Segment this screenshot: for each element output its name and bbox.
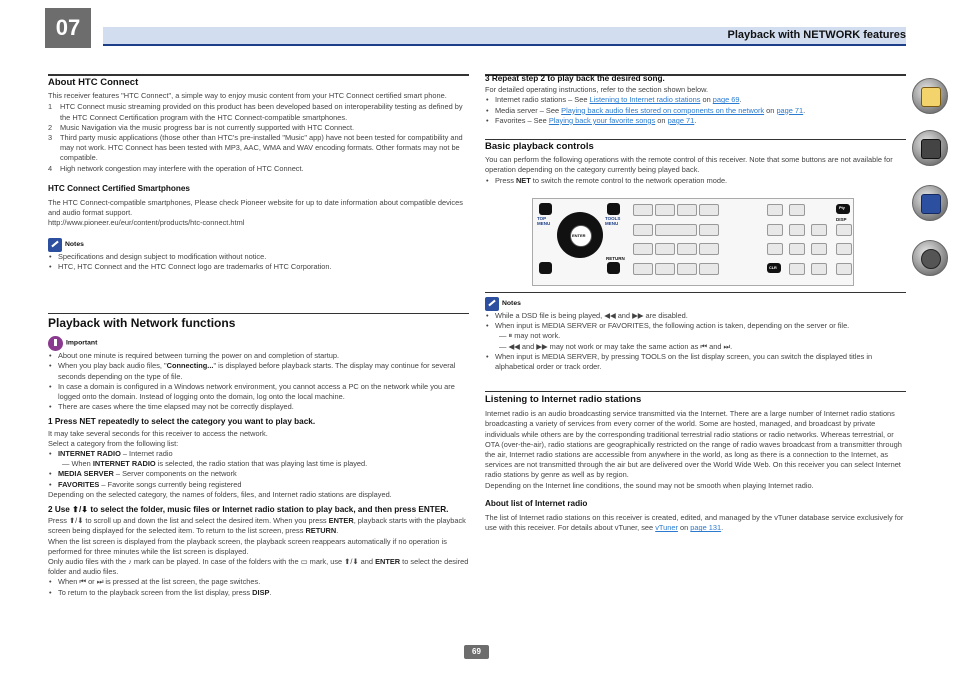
basic-text: You can perform the following operations with the remote control of this receiver. Note that some buttons are not available for operation depending on the category currently being played back. <box>485 155 893 175</box>
help-icon[interactable] <box>912 185 948 221</box>
list-item: • When ⏮ or ⏭ is pressed at the list screen, the page switches. <box>48 577 469 587</box>
remote-key <box>655 204 675 216</box>
htc-heading: About HTC Connect <box>48 77 139 88</box>
link[interactable]: Playing back audio files stored on components on the network <box>561 105 765 115</box>
step1-text: Select a category from the following list: <box>48 438 179 448</box>
notes-header <box>48 238 469 252</box>
radio-heading: Listening to Internet radio stations <box>485 394 642 405</box>
page-link[interactable]: page 69 <box>712 95 740 105</box>
vtuner-link[interactable]: vTuner <box>655 523 678 533</box>
basic-controls <box>485 142 906 186</box>
list-item: • FAVORITES – Favorite songs currently being registered <box>48 480 469 490</box>
pause-key <box>633 224 653 236</box>
notes-label: Notes <box>65 240 84 248</box>
top-menu-button <box>539 203 552 215</box>
right-column <box>485 74 906 126</box>
list-item: • MEDIA SERVER – Server components on the network <box>48 469 469 479</box>
remote-key <box>836 243 852 255</box>
list-item: • HTC, HTC Connect and the HTC Connect logo are trademarks of HTC Corporation. <box>48 262 469 272</box>
step3-title: 3 Repeat step 2 to play back the desired song. <box>485 74 665 83</box>
divider <box>48 313 469 314</box>
important-header <box>48 336 469 351</box>
header-title: Playback with NETWORK features <box>727 29 906 41</box>
cert-heading: HTC Connect Certified Smartphones <box>48 183 190 193</box>
page-link[interactable]: page 131 <box>690 523 722 533</box>
page-link[interactable]: page 71 <box>667 115 695 125</box>
left-column-lower <box>48 318 469 598</box>
list-item: • To return to the playback screen from the list display, press DISP. <box>48 588 469 598</box>
step2-title: 2 Use ⬆/⬇ to select the folder, music files or Internet radio station to play back, and then press ENTER. <box>48 505 449 515</box>
divider <box>48 74 469 76</box>
remote-key <box>811 263 827 275</box>
list-item: 2 Music Navigation via the music progress bar is not currently supported with HTC Connect. <box>48 122 355 132</box>
radio-text: Internet radio is an audio broadcasting service transmitted via the Internet. There are a large number of Internet radio stations broadcasting a variety of services from every corner of the world. Some are hosted, managed, and broadcast by private individuals while others are by the corresponding traditional terrestrial radio stations or radio networks. Whereas terrestrial, or OTA (over-the-air), radio stations are geographically restricted on the range of radio waves broadcast from a transmitter through the air, Internet radio stations are accessible from anywhere in the world, as long as there is a connection to the Internet, as services are not transmitted through the air but are delivered over the World Wide Web. On this receiver you can select Internet radio stations by genre as well as by region. <box>485 409 902 480</box>
list-item: • While a DSD file is being played, ◀◀ and ▶▶ are disabled. <box>485 311 906 321</box>
blank-button <box>539 262 552 274</box>
remote-key <box>699 204 719 216</box>
list-item: 4 High network congestion may interfere with the operation of HTC Connect. <box>48 163 304 173</box>
link[interactable]: Listening to Internet radio stations <box>589 95 701 105</box>
notes-label: Notes <box>502 299 521 307</box>
remote-key <box>633 263 653 275</box>
note-icon <box>48 238 62 252</box>
divider <box>485 391 906 392</box>
step1-title: 1 Press NET repeatedly to select the category you want to play back. <box>48 417 316 427</box>
step2-text: Press ⬆/⬇ to scroll up and down the list and select the desired item. When you press ENTER, playback starts with the playback screen being displayed for the selected item. To return to the list screen, press RETURN. <box>48 516 466 536</box>
list-item: • Press NET to switch the remote control to the network operation mode. <box>485 176 906 186</box>
section-title: Playback with Network functions <box>48 316 236 330</box>
remote-key <box>811 243 827 255</box>
important-icon <box>48 336 63 351</box>
stop-key <box>699 224 719 236</box>
remote-key <box>789 204 805 216</box>
remote-key <box>789 224 805 236</box>
disp-label: DISP <box>836 217 847 222</box>
page-number: 69 <box>464 645 489 659</box>
receiver-icon[interactable] <box>912 130 948 166</box>
remote-key <box>699 263 719 275</box>
return-button <box>607 262 620 274</box>
remote-key <box>767 243 783 255</box>
list-item: • When you play back audio files, "Connecting..." is displayed before playback starts. The display may continue for several seconds depending on the type of file. <box>48 361 469 381</box>
remote-key <box>655 263 675 275</box>
pty-label: Pty <box>839 206 845 210</box>
step2-text: When the list screen is displayed from the playback screen, the playback screen reappears automatically if no operation is performed for three minutes while the list screen is displayed. <box>48 536 447 556</box>
list-subitem: — ◀◀ and ▶▶ may not work or may take the same action as ⏮ and ⏭. <box>499 341 733 351</box>
settings-icon[interactable] <box>912 240 948 276</box>
remote-illustration <box>532 198 854 286</box>
list-item: 3 Third party music applications (those other than HTC's pre-installed "Music" app) have not been tested for compatibility and may not work. HTC Connect has been tested with MP3, AAC, WMA and WAV encoding formats. Other formats may not be compatible. <box>48 133 463 163</box>
list-item: • There are cases where the time elapsed may not be correctly displayed. <box>48 402 469 412</box>
link[interactable]: Playing back your favorite songs <box>548 115 656 125</box>
list-item: • INTERNET RADIO – Internet radio <box>48 449 469 459</box>
top-menu-label: TOP MENU <box>537 216 551 226</box>
cert-url: http://www.pioneer.eu/eur/content/products/htc-connect.html <box>48 218 245 228</box>
list-item: • Favorites – See Playing back your favorite songs on page 71. <box>485 116 906 126</box>
htc-intro: This receiver features "HTC Connect", a simple way to enjoy music content from your HTC Connect certified smart phone. <box>48 91 447 101</box>
radio-text: Depending on the Internet line conditions, the sound may not be smooth when playing Internet radio. <box>485 480 814 490</box>
remote-key <box>789 243 805 255</box>
enter-label: ENTER <box>572 233 586 238</box>
step3-intro: For detailed operating instructions, refer to the section shown below. <box>485 85 709 95</box>
page-link[interactable]: page 71 <box>776 105 804 115</box>
remote-key <box>789 263 805 275</box>
tools-menu-button <box>607 203 620 215</box>
left-column <box>48 78 469 272</box>
remote-key <box>633 204 653 216</box>
notes-header <box>485 297 906 311</box>
remote-key <box>811 224 827 236</box>
right-notes <box>485 297 906 372</box>
important-label: Important <box>66 339 98 347</box>
note-icon <box>485 297 499 311</box>
book-icon[interactable] <box>912 78 948 114</box>
list-subitem: — When INTERNET RADIO is selected, the radio station that was playing last time is played. <box>62 459 368 469</box>
play-key <box>655 224 697 236</box>
divider <box>485 292 906 293</box>
list-item: • Specifications and design subject to modification without notice. <box>48 252 469 262</box>
list-item: • When input is MEDIA SERVER or FAVORITES, the following action is taken, depending on the server or file. <box>485 321 906 331</box>
about-text: The list of Internet radio stations on this receiver is created, edited, and managed by the vTuner database service exclusively for use with this receiver. For details about vTuner, see vTuner on page 131. <box>485 513 904 533</box>
cert-text: The HTC Connect-compatible smartphones, Please check Pioneer website for up to date information about compatible devices and audio format support. <box>48 198 463 218</box>
chapter-number: 07 <box>45 8 91 48</box>
remote-key <box>677 263 697 275</box>
radio-section <box>485 395 906 533</box>
list-item: • Internet radio stations – See Listening to Internet radio stations on page 69. <box>485 95 906 105</box>
list-item: • When input is MEDIA SERVER, by pressing TOOLS on the list display screen, you can switch the displayed titles in alphabetical order or track order. <box>485 352 906 372</box>
step2-text: Only audio files with the ♪ mark can be played. In case of the folders with the ▭ mark, use ⬆/⬇ and ENTER to select the desired folder and audio files. <box>48 557 469 577</box>
divider <box>485 139 906 140</box>
list-item: • In case a domain is configured in a Windows network environment, you cannot access a PC on the network while you are logged onto the domain. Instead of logging onto the domain, log onto the local machine. <box>48 382 469 402</box>
remote-key <box>767 204 783 216</box>
remote-key <box>677 204 697 216</box>
remote-key <box>699 243 719 255</box>
remote-key <box>767 224 783 236</box>
prev-key <box>633 243 653 255</box>
list-item: 1 HTC Connect music streaming provided on this product has been developed based on interoperability testing as defined by the HTC Connect Certification program with the HTC Connect-compatible smartphones. <box>48 102 463 122</box>
list-subitem: — ⏸ may not work. <box>499 331 561 341</box>
htc-notes-list <box>48 102 469 173</box>
disp-key <box>836 224 852 236</box>
clr-label: CLR <box>769 266 777 270</box>
basic-heading: Basic playback controls <box>485 141 594 152</box>
step1-text: It may take several seconds for this receiver to access the network. <box>48 428 268 438</box>
list-item: • About one minute is required between turning the power on and completion of startup. <box>48 351 469 361</box>
about-heading: About list of Internet radio <box>485 498 588 508</box>
list-item: • Media server – See Playing back audio files stored on components on the network on page 71. <box>485 106 906 116</box>
remote-key <box>836 263 852 275</box>
return-label: RETURN <box>606 256 625 261</box>
step1-text: Depending on the selected category, the names of folders, files, and Internet radio stations are displayed. <box>48 489 392 499</box>
next-key <box>655 243 675 255</box>
tools-menu-label: TOOLS MENU <box>605 216 621 226</box>
remote-key <box>677 243 697 255</box>
